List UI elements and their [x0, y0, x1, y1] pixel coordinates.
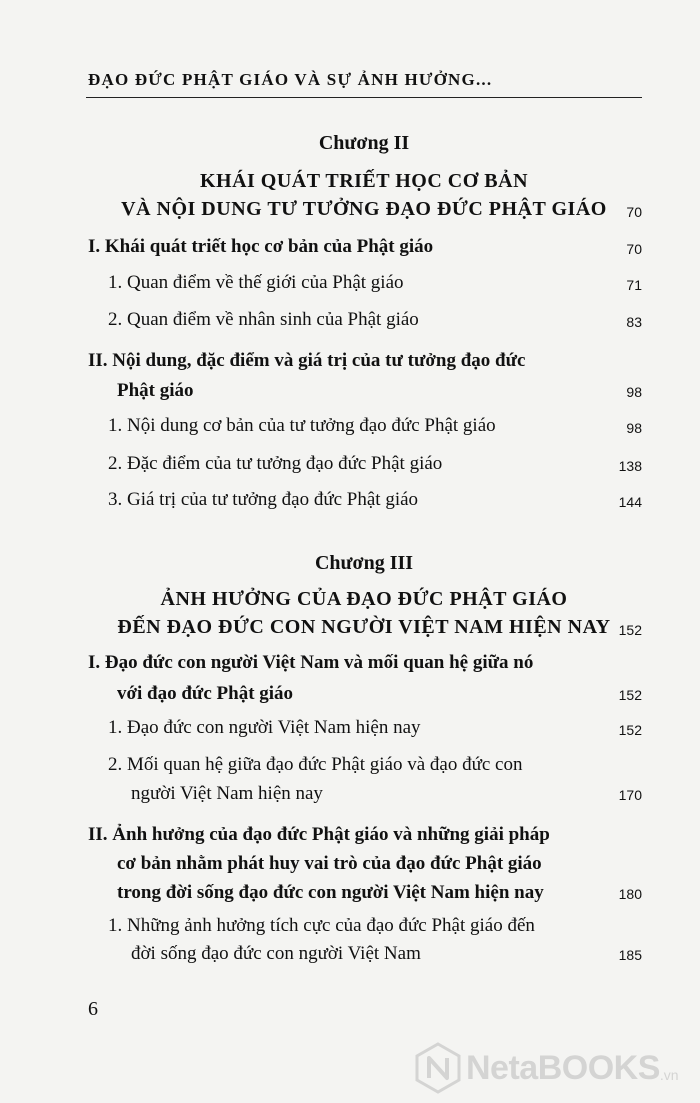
toc-page-ch3-s1: 152 [618, 687, 642, 703]
toc-entry-ch2-s2-3: 3. Giá trị của tư tưởng đạo đức Phật giáo [108, 489, 419, 510]
chapter-2-number: Chương II [318, 132, 410, 154]
toc-page-ch2-s2-1: 98 [626, 420, 642, 436]
toc-entry-ch3-s1-1: 1. Đạo đức con người Việt Nam hiện nay [108, 717, 421, 738]
toc-entry-ch3-s2-1-line2: đời sống đạo đức con người Việt Nam [131, 943, 421, 964]
toc-entry-ch3-s1-line2: với đạo đức Phật giáo [117, 683, 294, 704]
chapter-2-page: 70 [626, 204, 642, 220]
toc-entry-ch3-s2-line2: cơ bản nhằm phát huy vai trò của đạo đức Phật giáo [117, 853, 542, 874]
watermark-suffix: .vn [659, 1067, 679, 1083]
chapter-3-number: Chương III [314, 552, 414, 574]
toc-page-ch3-s2: 180 [618, 886, 642, 902]
toc-page-ch2-s1: 70 [626, 241, 642, 257]
toc-entry-ch2-s2-line2: Phật giáo [117, 380, 194, 401]
chapter-2-title-line2: VÀ NỘI DUNG TƯ TƯỞNG ĐẠO ĐỨC PHẬT GIÁO [121, 198, 607, 220]
toc-entry-ch3-s1-2-line1: 2. Mối quan hệ giữa đạo đức Phật giáo và đạo đức con [108, 754, 523, 775]
toc-page-ch2-s1-1: 71 [626, 277, 642, 293]
toc-entry-ch3-s1-2-line2: người Việt Nam hiện nay [131, 783, 323, 804]
toc-entry-ch2-s2-line1: II. Nội dung, đặc điểm và giá trị của tư tưởng đạo đức [88, 350, 526, 371]
toc-entry-ch2-s1-2: 2. Quan điểm về nhân sinh của Phật giáo [108, 309, 419, 330]
watermark [414, 1040, 700, 1096]
toc-entry-ch2-s1: I. Khái quát triết học cơ bản của Phật giáo [88, 236, 434, 257]
toc-page-ch3-s1-1: 152 [618, 722, 642, 738]
toc-page-ch3-s1-2: 170 [618, 787, 642, 803]
toc-page-ch2-s2-3: 144 [618, 494, 642, 510]
neta-logo-icon [414, 1042, 462, 1094]
header-rule [86, 97, 642, 98]
toc-entry-ch3-s1-line1: I. Đạo đức con người Việt Nam và mối quan hệ giữa nó [88, 652, 534, 673]
toc-entry-ch3-s2-line1: II. Ảnh hưởng của đạo đức Phật giáo và những giải pháp [88, 824, 550, 845]
chapter-3-title-line1: ẢNH HƯỞNG CỦA ĐẠO ĐỨC PHẬT GIÁO [160, 588, 568, 610]
toc-entry-ch2-s2-1: 1. Nội dung cơ bản của tư tưởng đạo đức Phật giáo [108, 415, 496, 436]
page-number: 6 [88, 998, 98, 1020]
toc-entry-ch2-s2-2: 2. Đặc điểm của tư tưởng đạo đức Phật giáo [108, 453, 443, 474]
toc-page-ch3-s2-1: 185 [618, 947, 642, 963]
chapter-3-title-line2: ĐẾN ĐẠO ĐỨC CON NGƯỜI VIỆT NAM HIỆN NAY [117, 616, 611, 638]
toc-page-ch2-s1-2: 83 [626, 314, 642, 330]
watermark-brand: NetaBOOKS [466, 1048, 660, 1087]
toc-entry-ch3-s2-line3: trong đời sống đạo đức con người Việt Nam hiện nay [117, 882, 544, 903]
toc-entry-ch3-s2-1-line1: 1. Những ảnh hưởng tích cực của đạo đức Phật giáo đến [108, 915, 535, 936]
running-head: ĐẠO ĐỨC PHẬT GIÁO VÀ SỰ ẢNH HƯỞNG... [88, 70, 493, 89]
chapter-3-page: 152 [618, 622, 642, 638]
toc-page-ch2-s2: 98 [626, 384, 642, 400]
toc-entry-ch2-s1-1: 1. Quan điểm về thế giới của Phật giáo [108, 272, 404, 293]
chapter-2-title-line1: KHÁI QUÁT TRIẾT HỌC CƠ BẢN [199, 170, 529, 192]
toc-page-ch2-s2-2: 138 [618, 458, 642, 474]
